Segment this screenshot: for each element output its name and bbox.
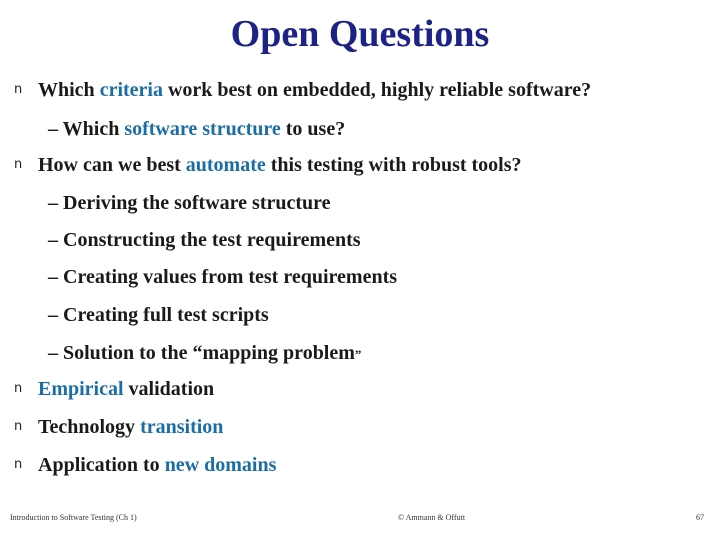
bullet-marker: n	[14, 157, 23, 172]
bullet-new-domains	[38, 453, 276, 477]
sub-bullet-constructing: – Constructing the test requirements	[48, 229, 361, 251]
bullet-text: work best on embedded, highly reliable software?	[162, 79, 592, 101]
sub-bullet-text: – Solution to the “mapping problem	[48, 342, 355, 364]
bullet-empirical	[38, 377, 214, 401]
bullet-highlight: automate	[185, 154, 266, 176]
bullet-marker: n	[14, 457, 23, 472]
bullet-technology-transition	[38, 415, 223, 439]
bullet-marker: n	[14, 419, 23, 434]
bullet-highlight: Empirical	[38, 378, 124, 400]
slide-title: Open Questions	[230, 13, 490, 55]
closing-quote: ”	[354, 347, 362, 362]
bullet-marker: n	[14, 82, 23, 97]
sub-bullet-creating-values: – Creating values from test requirements	[48, 266, 398, 288]
sub-bullet-software-structure	[48, 117, 345, 141]
footer-course-title: Introduction to Software Testing (Ch 1)	[10, 513, 137, 522]
sub-bullet-mapping-problem	[48, 341, 361, 367]
bullet-text: How can we best	[38, 154, 186, 176]
bullet-highlight: criteria	[99, 79, 163, 101]
sub-bullet-text: – Which	[48, 118, 125, 140]
bullet-automate	[38, 153, 522, 177]
bullet-marker: n	[14, 381, 23, 396]
sub-bullet-creating-scripts: – Creating full test scripts	[48, 304, 269, 326]
bullet-text: Application to	[38, 454, 165, 476]
bullet-highlight: new domains	[164, 454, 277, 476]
footer-page-number: 67	[696, 513, 704, 522]
bullet-text: this testing with robust tools?	[265, 154, 522, 176]
sub-bullet-text: to use?	[280, 118, 346, 140]
bullet-text: Technology	[38, 416, 141, 438]
bullet-text: validation	[123, 378, 215, 400]
bullet-criteria	[38, 78, 591, 102]
bullet-highlight: transition	[140, 416, 224, 438]
sub-bullet-highlight: software structure	[124, 118, 281, 140]
bullet-text: Which	[38, 79, 100, 101]
sub-bullet-deriving: – Deriving the software structure	[48, 192, 331, 214]
footer-copyright: © Ammann & Offutt	[398, 513, 466, 522]
